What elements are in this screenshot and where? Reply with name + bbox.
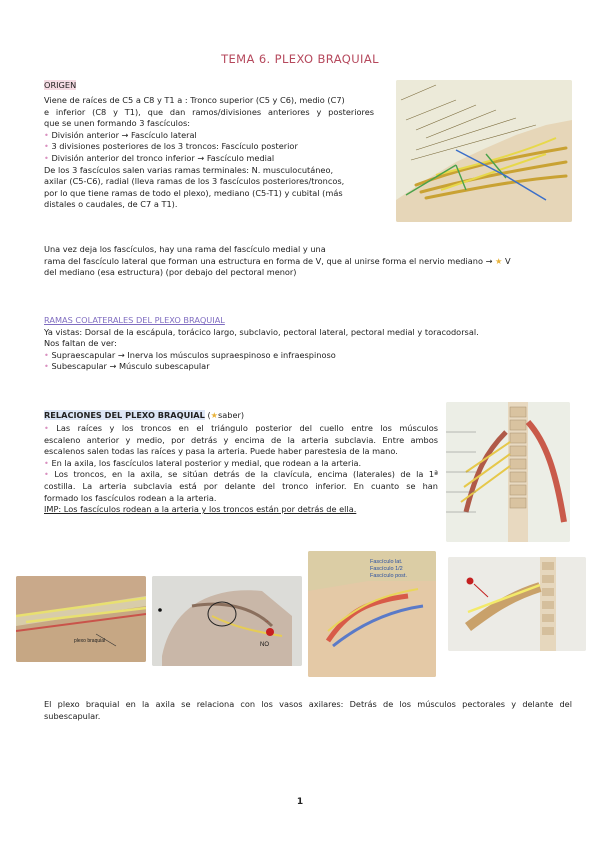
plexus-anatomy-image — [396, 80, 572, 222]
colaterales-block — [44, 315, 574, 373]
neck-spine-image — [446, 402, 570, 542]
colaterales-l1: Ya vistas: Dorsal de la escápula, torácico largo, subclavio, pectoral lateral, pectoral medial y toracodorsal. — [44, 326, 479, 337]
fig-label-c: Fascículo 1/2 — [370, 566, 403, 572]
page-number: 1 — [296, 797, 304, 807]
relaciones-heading: RELACIONES DEL PLEXO BRAQUIAL (★saber) — [44, 410, 245, 420]
origen-p1-l3: que se unen formando 3 fascículos: — [44, 118, 190, 129]
relaciones-b1-l2: escaleno anterior y medio, por detrás y encima de la arteria subclavia. Entre ambos — [44, 434, 438, 445]
final-paragraph — [44, 699, 572, 722]
star-icon: ★ — [495, 255, 503, 266]
relaciones-imp: IMP: Los fascículos rodean a la arteria y los troncos están por detrás de ella. — [44, 504, 357, 515]
origen-bullet-3: • División anterior del tronco inferior → Fascículo medial — [44, 152, 275, 163]
origen-p1-l1: Viene de raíces de C5 a C8 y T1 a : Tronco superior (C5 y C6), medio (C7) — [44, 95, 345, 105]
svg-text:→: → — [264, 618, 269, 624]
relaciones-b1-l3: escalenos salen todas las raíces y pasa la arteria. Puede haber parestesia de la mano. — [44, 446, 398, 457]
origen-heading — [44, 80, 76, 92]
relaciones-b1-l1: • Las raíces y los troncos en el triángulo posterior del cuello entre los músculos — [44, 423, 438, 433]
origen-heading-text: ORIGEN — [44, 80, 77, 90]
origen-block — [44, 95, 374, 211]
origen-p2-l2: axilar (C5-C6), radial (lleva ramas de los 3 fascículos posteriores/troncos, — [44, 176, 345, 187]
shoulder-drawing-image — [152, 576, 302, 666]
origen-p2-l3: por lo que tiene ramas de todo el plexo), mediano (C5-T1) y cubital (más — [44, 187, 343, 198]
origen-bullet-1: • División anterior → Fascículo lateral — [44, 129, 197, 140]
relaciones-block — [44, 423, 438, 516]
relaciones-b3-l2: costilla. La arteria subclavia está por delante del tronco inferior. En cuanto se han — [44, 480, 438, 491]
origen-p3-l3: del mediano (esa estructura) (por debajo del pectoral menor) — [44, 267, 297, 278]
fig-label-d: Fascículo post. — [370, 573, 407, 579]
origen-p2-l1: De los 3 fascículos salen varias ramas terminales: N. musculocutáneo, — [44, 164, 334, 175]
origen-p3 — [44, 244, 574, 279]
relaciones-b3-l3: formado los fascículos rodean a la arteria. — [44, 492, 217, 503]
origen-p3-l1: Una vez deja los fascículos, hay una rama del fascículo medial y una — [44, 244, 326, 254]
final-l1: El plexo braquial en la axila se relaciona con los vasos axilares: Detrás de los músculos pectorales y delante del — [44, 699, 572, 709]
colaterales-bullet-1: • Supraescapular → Inerva los músculos supraespinoso e infraespinoso — [44, 349, 336, 360]
origen-bullet-2: • 3 divisiones posteriores de los 3 troncos: Fascículo posterior — [44, 141, 298, 152]
arm-plexus-image — [16, 576, 146, 662]
relaciones-b3-l1: • Los troncos, en la axila, se sitúan detrás de la clavícula, encima (laterales) de la 1ª — [44, 469, 438, 480]
star-icon: ★ — [210, 410, 218, 420]
colaterales-heading: RAMAS COLATERALES DEL PLEXO BRAQUIAL — [44, 315, 225, 325]
origen-p1-l2: e inferior (C8 y T1), que dan ramos/divisiones anteriores y posteriores — [44, 106, 374, 117]
final-l2: subescapular. — [44, 710, 101, 721]
colaterales-bullet-2: • Subescapular → Músculo subescapular — [44, 361, 210, 372]
origen-p3-l2: rama del fascículo lateral que forman una estructura en forma de V, que al unirse forma el nervio mediano → ★ V — [44, 255, 511, 266]
back-plexus-image — [448, 557, 586, 651]
fig-label-e: NO — [260, 642, 269, 648]
fig-label-a: plexo braquial — [74, 638, 106, 644]
relaciones-b2: • En la axila, los fascículos lateral posterior y medial, que rodean a la arteria. — [44, 457, 362, 468]
fig-label-b: Fascículo lat. — [370, 559, 403, 565]
page-title: TEMA 6. PLEXO BRAQUIAL — [221, 52, 379, 66]
axilla-diagram-image — [308, 551, 436, 677]
origen-p2-l4: distales o caudales, de C7 a T1). — [44, 199, 178, 210]
colaterales-l2: Nos faltan de ver: — [44, 338, 117, 349]
